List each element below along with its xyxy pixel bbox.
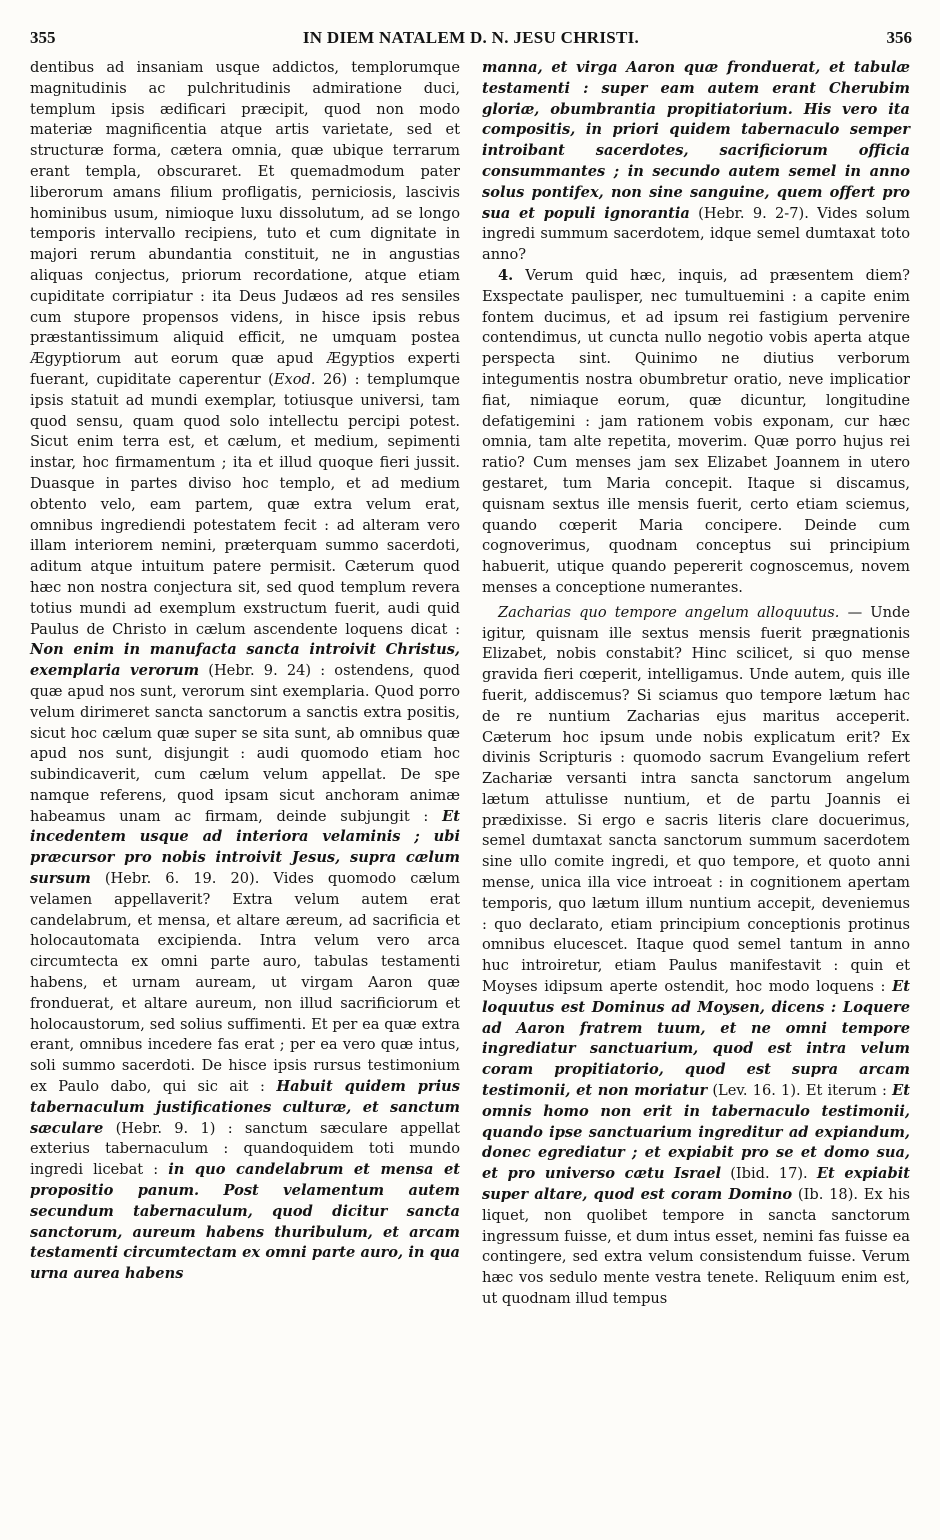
- right-paragraph-zacharias: [482, 603, 910, 1310]
- scripture-quote: Et omnis homo non erit in tabernaculo testimonii, quando ipse sanctuarium ingreditur ad expiandum, donec egrediatur ; et expiabit pro se et domo sua, et pro universo cætu Israel: [482, 1082, 911, 1183]
- right-paragraph-continuation: [482, 58, 910, 266]
- section-heading: Zacharias quo tempore angelum alloquutus.: [498, 603, 840, 621]
- text-run: (Lev. 16. 1). Et iterum :: [707, 1082, 893, 1100]
- scripture-quote: Non enim in manufacta sancta introivit Christus, exemplaria verorum: [30, 641, 460, 680]
- text-run: (Hebr. 6. 19. 20). Vides quomodo cælum velamen appellaverit? Extra velum autem erat candelabrum, et mensa, et altare æreum, ad sacrificia et holocautomata excipienda. Intra velum vero arca circumtecta ex omni parte auro, tabulas testamenti habens, et urnam auream, ut virgam Aaron quæ fronduerat, et altare aureum, non illud sacrificiorum et holocaustorum, sed solius suffimenti. Et per ea quæ extra erant, omnibus incedere fas erat ; per ea vero quæ intus, soli summo sacerdoti. De hisce ipsis rursus testimonium ex Paulo dabo, qui sic ait :: [30, 870, 460, 1096]
- text-run: (Hebr. 9. 2-7). Vides solum ingredi summum sacerdotem, idque semel dumtaxat toto anno?: [482, 204, 910, 264]
- running-title: IN DIEM NATALEM D. N. JESU CHRISTI.: [302, 28, 640, 47]
- text-run: (Ibid. 17).: [721, 1165, 817, 1183]
- text-run: — Unde igitur, quisnam ille sextus mensis fuerit prægnationis Elizabet, nobis constabit? Hinc scilicet, si quo mense gravida fieri cœperit, intelligamus. Unde autem, quis ille fuerit, addiscemus? Si sciamus quo tempore lætum hac de re nuntium Zacharias ejus maritus acceperit. Cæterum hoc ipsum unde nobis explicatum erit? Ex divinis Scripturis : quomodo sacrum Evangelium refert Zachariæ versanti intra sancta sanctorum angelum lætum attulisse nuntium, et de partu Joannis ei prædixisse. Si ergo e sacris literis clare docuerimus, semel dumtaxat sancta sanctorum summum sacerdotem sine ullo comite ingredi, et quo tempore, et quoto anni mense, unica illa vice introeat : in cognitionem apertam temporis, quo lætum illum nuntium accepit, deveniemus : quo declarato, etiam principium conceptionis protinus omnibus elucescet. Itaque quod semel tantum in anno huc introiretur, etiam Paulus manifestavit : quin et Moyses idipsum aperte ostendit, hoc modo loquens :: [482, 603, 910, 996]
- page-number-right: 356: [886, 28, 912, 47]
- scripture-quote: Et expiabit super altare, quod est coram Domino: [482, 1165, 910, 1204]
- scripture-quote: Et loquutus est Dominus ad Moysen, dicens : Loquere ad Aaron fratrem tuum, et ne omni tempore ingrediatur sanctuarium, quod est intra velum coram propitiatorio, quod est supra arcam testimonii, et non moriatur: [482, 978, 910, 1100]
- citation: Exod.: [273, 370, 316, 388]
- right-column: [482, 58, 910, 1310]
- left-column: [30, 58, 460, 1285]
- scripture-quote: in quo candelabrum et mensa et propositio panum. Post velamentum autem secundum tabernaculum, quod dicitur sancta sanctorum, aureum habens thuribulum, et arcam testamenti circumtectam ex omni parte auro, in qua urna aurea habens: [30, 1161, 461, 1283]
- scripture-quote: Habuit quidem prius tabernaculum justificationes culturæ, et sanctum sæculare: [30, 1078, 460, 1137]
- section-number: 4.: [498, 266, 514, 284]
- scripture-quote: manna, et virga Aaron quæ fronduerat, et tabulæ testamenti : super eam autem erant Cherubim gloriæ, obumbrantia propitiatorium. His vero ita compositis, in priori quidem tabernaculo semper introibant sacerdotes, sacrificiorum officia consummantes ; in secundo autem semel in anno solus pontifex, non sine sanguine, quem offert pro sua et populi ignorantia: [482, 59, 910, 222]
- page-number-left: 355: [30, 28, 56, 47]
- text-run: 26) : templumque ipsis statuit ad mundi exemplar, totiusque universi, tam quod sensu, quam quod solo intellectu percipi potest. Sicut enim terra est, et cælum, et medium, sepimenti instar, hoc firmamentum ; ita et illud quoque fieri jussit. Duasque in partes diviso hoc templo, et ad medium obtento velo, eam partem, quæ extra velum erat, omnibus ingrediendi potestatem fecit : ad alteram vero illam interiorem nemini, præterquam summo sacerdoti, aditum atque intuitum patere permisit. Cæterum quod hæc non nostra conjectura sit, sed quod templum revera totius mundi ad exemplum exstructum fuerit, audi quid Paulus de Christo in cælum ascendente loquens dicat :: [30, 370, 461, 638]
- scripture-quote: Et incedentem usque ad interiora velaminis ; ubi præcursor pro nobis introivit Jesus, supra cælum sursum: [30, 807, 460, 888]
- text-run: (Ib. 18). Ex his liquet, non quolibet tempore in sancta sanctorum ingressum fuisse, et dum intus esset, nemini fas fuisse ea contingere, sed extra velum consistendum fuisse. Verum hæc vos sedulo mente vestra tenete. Reliquum enim est, ut quodnam illud tempus: [482, 1186, 910, 1308]
- text-run: Verum quid hæc, inquis, ad præsentem diem? Exspectate paulisper, nec tumultuemini : a capite enim fontem ducimus, et ad ipsum rei fastigium pervenire contendimus, ut cuncta nullo negotio vobis aperta atque perspecta sint. Quinimo ne diutius verborum integumentis nostra obumbretur oratio, neve implicatior fiat, nimiaque eorum, quæ dicuntur, longitudine defatigemini : jam rationem vobis exponam, cur hæc omnia, tam alte repetita, moverim. Quæ porro hujus rei ratio? Cum menses jam sex Elizabet Joannem in utero gestaret, tum Maria concepit. Itaque si discamus, quisnam sextus ille mensis fuerit, certo etiam sciemus, quando cœperit Maria concipere. Deinde cum cognoverimus, quodnam conceptus sui principium habuerit, utique quando pepererit cognoscemus, novem menses a conceptione numerantes.: [482, 266, 910, 596]
- left-paragraph: [30, 58, 460, 1285]
- text-run: dentibus ad insaniam usque addictos, templorumque magnitudinis ac pulchritudinis admiratione duci, templum ipsis ædificari præcipit, quod non modo materiæ magnificentia atque artis varietate, sed et structuræ forma, cætera omnia, quæ ubique terrarum erant templa, obscuraret. Et quemadmodum pater liberorum amans filium profligatis, perniciosis, lascivis hominibus usum, nimioque luxu dissolutum, ad se longo temporis intervallo recipiens, tuto et cum dignitate in majori rerum abundantia constituit, ne in angustias aliquas conjectus, priorum recordatione, atque etiam cupiditate corripiatur : ita Deus Judæos ad res sensiles cum stupore propensos videns, in hisce ipsis rebus præstantissimum aliquid efficit, ne umquam postea Ægyptiorum aut eorum quæ apud Ægyptios experti fuerant, cupiditate caperentur (: [30, 59, 460, 388]
- running-header: [30, 28, 912, 54]
- text-run: (Hebr. 9. 24) : ostendens, quod quæ apud nos sunt, verorum sint exemplaria. Quod porro velum dirimeret sancta sanctorum a sanctis extra positis, sicut hoc cælum quæ super se sita sunt, ab omnibus quæ apud nos sunt, disjungit : audi quomodo etiam hoc subindicaverit, cum cælum velum appellat. De spe namque referens, quod ipsam sicut anchoram animæ habeamus unam ac firmam, deinde subjungit :: [30, 662, 460, 825]
- text-run: (Hebr. 9. 1) : sanctum sæculare appellat exterius tabernaculum : quandoquidem toti mundo ingredi licebat :: [30, 1119, 460, 1179]
- right-paragraph-4: [482, 266, 910, 599]
